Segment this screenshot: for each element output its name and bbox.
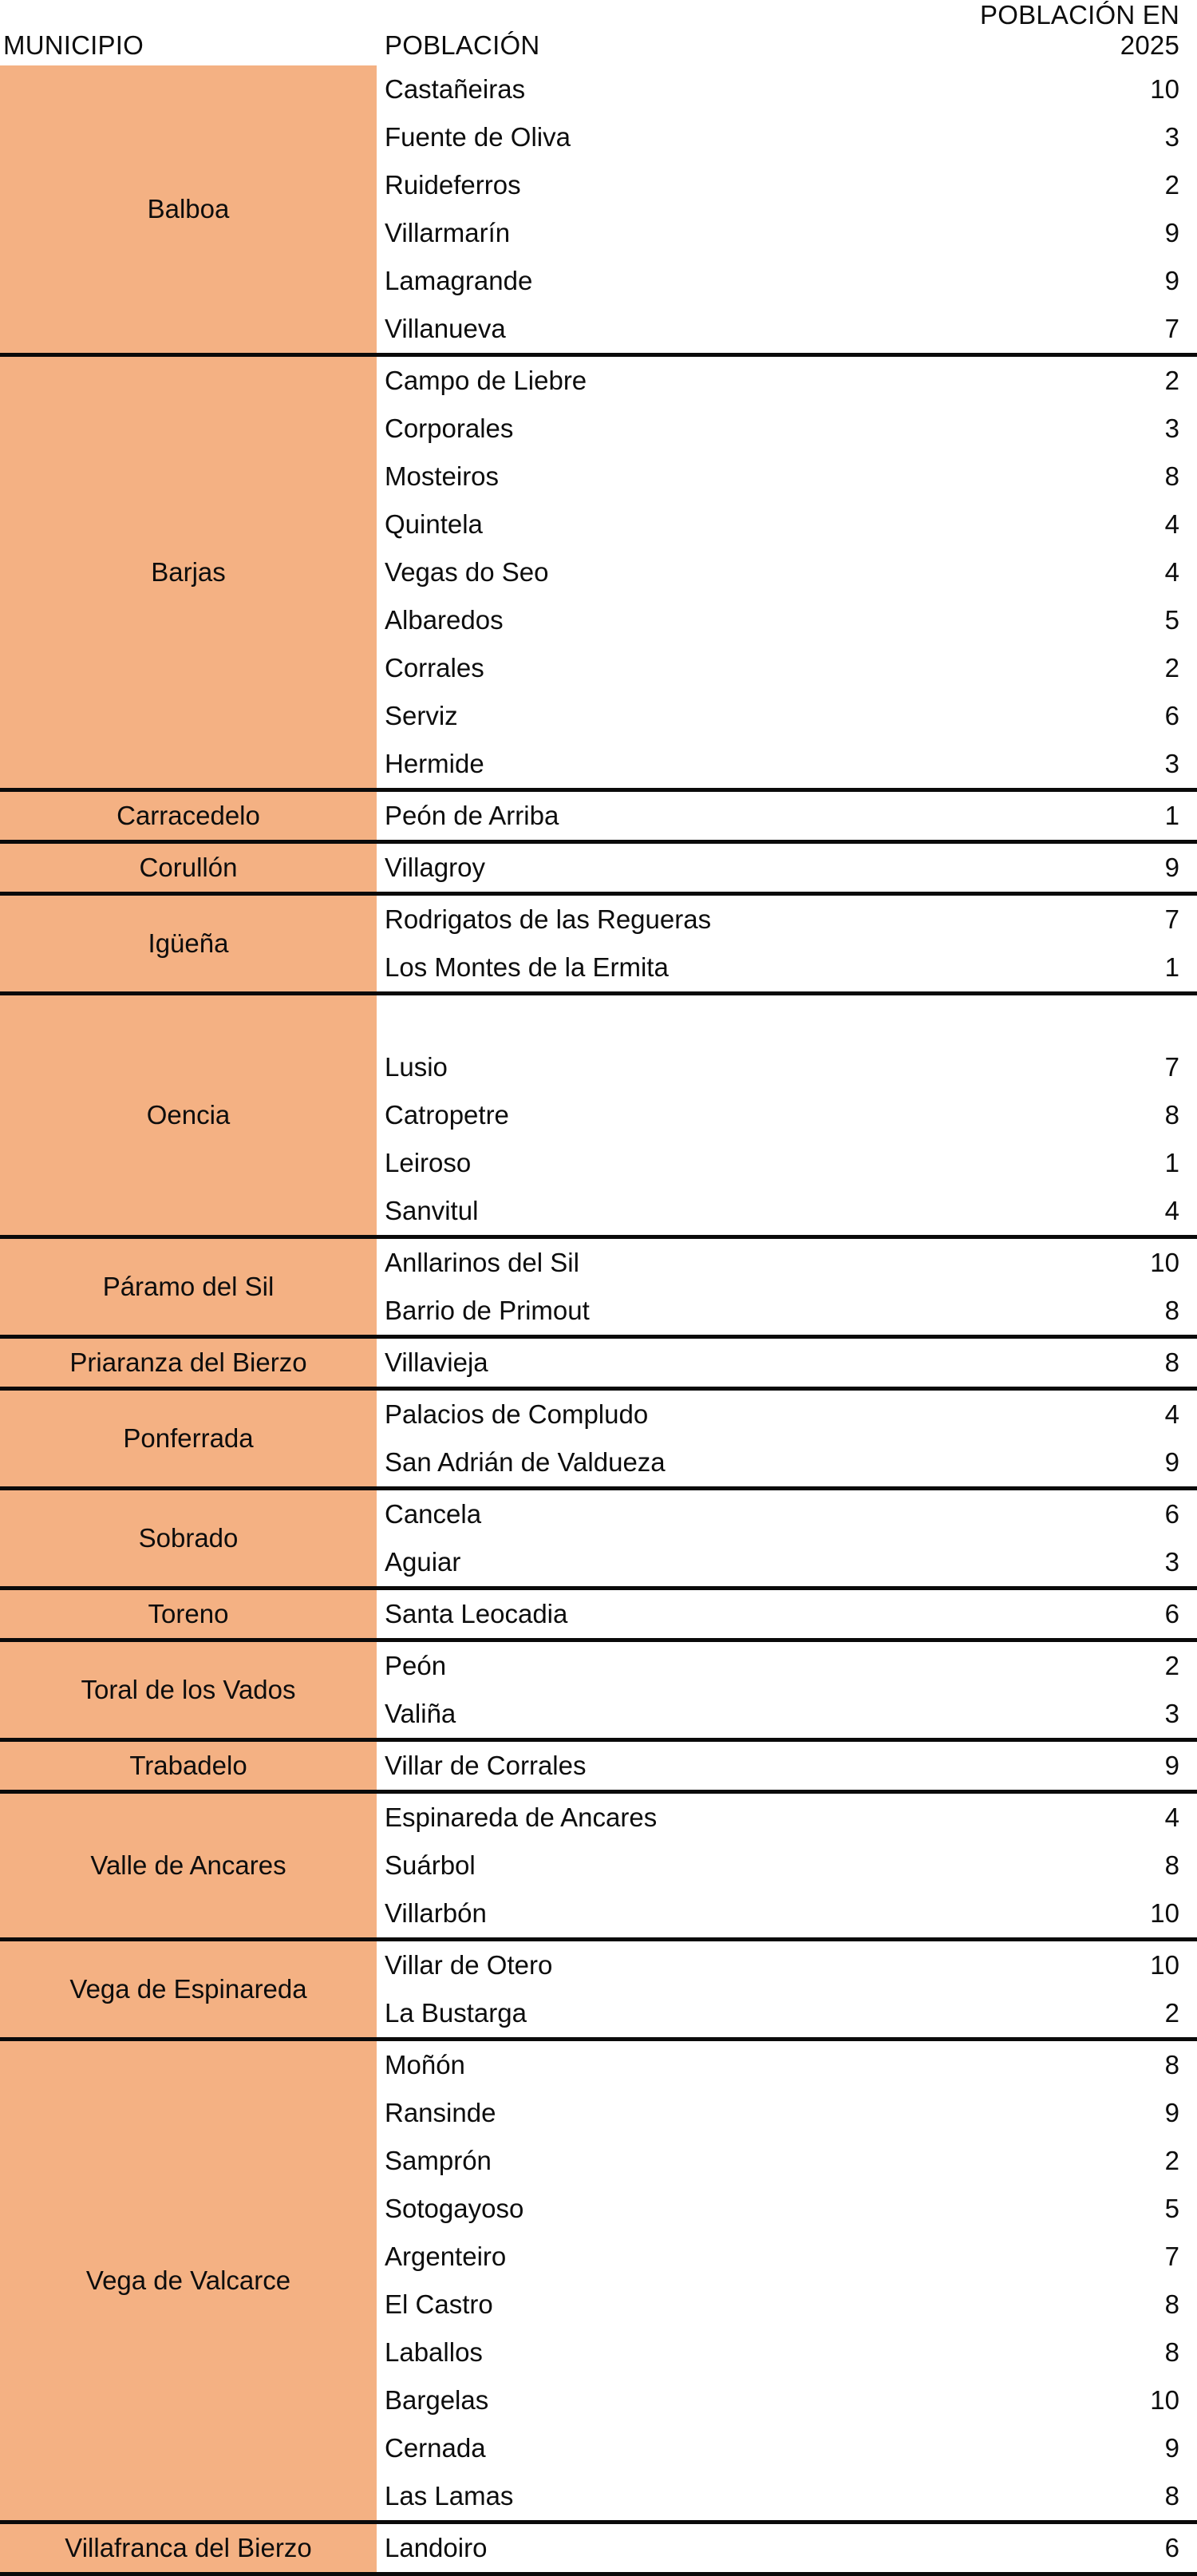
poblacion-cell: Serviz bbox=[385, 701, 458, 730]
poblacion-2025-cell: 8 bbox=[1164, 1100, 1179, 1130]
municipio-cell: Vega de Espinareda bbox=[0, 1940, 377, 2040]
poblacion-cell: Suárbol bbox=[385, 1850, 476, 1880]
poblacion-cell: Bargelas bbox=[385, 2385, 489, 2415]
poblacion-cell: Palacios de Compludo bbox=[385, 1399, 649, 1429]
table-row bbox=[0, 1489, 1197, 1539]
table-header bbox=[0, 0, 1197, 65]
municipio-cell: Ponferrada bbox=[0, 1389, 377, 1489]
poblacion-2025-cell: 9 bbox=[1164, 2098, 1179, 2127]
poblacion-2025-cell: 3 bbox=[1164, 122, 1179, 152]
poblacion-2025-cell: 9 bbox=[935, 1438, 1197, 1489]
table-row bbox=[0, 994, 1197, 1044]
poblacion-2025-cell: 9 bbox=[935, 1740, 1197, 1792]
poblacion-2025-cell: 8 bbox=[1164, 1850, 1179, 1880]
poblacion-cell: Villavieja bbox=[377, 1337, 935, 1389]
poblacion-2025-cell: 10 bbox=[1150, 74, 1179, 104]
column-header-municipio: MUNICIPIO bbox=[3, 30, 144, 60]
poblacion-cell: Hermide bbox=[377, 740, 935, 790]
poblacion-cell: Sotogayoso bbox=[385, 2194, 524, 2223]
poblacion-2025-cell: 8 bbox=[1164, 2289, 1179, 2319]
poblacion-2025-cell: 3 bbox=[935, 1690, 1197, 1740]
table-row bbox=[0, 1389, 1197, 1439]
poblacion-cell: Espinareda de Ancares bbox=[385, 1802, 658, 1832]
municipio-cell: Trabadelo bbox=[0, 1740, 377, 1792]
poblacion-2025-cell: 10 bbox=[1150, 1248, 1179, 1277]
poblacion-2025-cell: 4 bbox=[1164, 557, 1179, 587]
poblacion-2025-cell: 8 bbox=[1164, 2050, 1179, 2079]
poblacion-cell: Castañeiras bbox=[385, 74, 526, 104]
municipio-cell: Oencia bbox=[0, 994, 377, 1237]
poblacion-2025-cell: 8 bbox=[935, 1337, 1197, 1389]
column-header-poblacion-2025: POBLACIÓN EN 2025 bbox=[980, 0, 1179, 60]
poblacion-cell: Corporales bbox=[385, 414, 514, 443]
poblacion-cell: Lusio bbox=[385, 1052, 448, 1082]
poblacion-cell: Corrales bbox=[385, 653, 484, 683]
poblacion-2025-cell: 7 bbox=[1164, 2242, 1179, 2271]
poblacion-cell: Barrio de Primout bbox=[377, 1287, 935, 1337]
poblacion-2025-cell: 1 bbox=[1164, 1148, 1179, 1177]
poblacion-2025-cell: 9 bbox=[1164, 2433, 1179, 2463]
poblacion-cell: Catropetre bbox=[385, 1100, 509, 1130]
poblacion-cell: Villarmarín bbox=[385, 218, 511, 247]
poblacion-cell: La Bustarga bbox=[377, 1989, 935, 2040]
poblacion-cell: Moñón bbox=[385, 2050, 465, 2079]
poblacion-2025-cell: 7 bbox=[1164, 904, 1179, 934]
table-row bbox=[0, 355, 1197, 406]
municipio-cell: Valle de Ancares bbox=[0, 1792, 377, 1940]
table-body bbox=[0, 65, 1197, 2574]
poblacion-2025-cell: 2 bbox=[1164, 653, 1179, 683]
poblacion-cell: Peón de Arriba bbox=[377, 790, 935, 842]
poblacion-2025-cell: 2 bbox=[1164, 366, 1179, 395]
poblacion-cell: Villanueva bbox=[377, 305, 935, 355]
poblacion-2025-cell: 2 bbox=[1164, 2146, 1179, 2175]
poblacion-2025-cell: 3 bbox=[1164, 414, 1179, 443]
poblacion-cell: Peón bbox=[385, 1651, 447, 1680]
poblacion-cell-empty bbox=[377, 994, 935, 1044]
poblacion-cell: Quintela bbox=[385, 509, 483, 539]
poblacion-cell: Fuente de Oliva bbox=[385, 122, 571, 152]
poblacion-cell: Villarbón bbox=[377, 1889, 935, 1940]
poblacion-2025-cell: 9 bbox=[935, 842, 1197, 894]
poblacion-cell: Samprón bbox=[385, 2146, 492, 2175]
poblacion-cell: Mosteiros bbox=[385, 461, 500, 491]
municipio-cell: Sobrado bbox=[0, 1489, 377, 1589]
poblacion-cell: Argenteiro bbox=[385, 2242, 507, 2271]
table-row bbox=[0, 1337, 1197, 1389]
municipio-cell: Priaranza del Bierzo bbox=[0, 1337, 377, 1389]
poblacion-2025-cell: 10 bbox=[1150, 2385, 1179, 2415]
poblacion-cell: Villar de Otero bbox=[385, 1950, 553, 1980]
municipio-cell: Toral de los Vados bbox=[0, 1640, 377, 1740]
poblacion-2025-cell: 10 bbox=[1150, 1950, 1179, 1980]
poblacion-cell: Santa Leocadia bbox=[377, 1589, 935, 1640]
poblacion-cell: Valiña bbox=[377, 1690, 935, 1740]
municipio-cell: Toreno bbox=[0, 1589, 377, 1640]
poblacion-cell: Campo de Liebre bbox=[385, 366, 587, 395]
poblacion-cell: El Castro bbox=[385, 2289, 493, 2319]
municipio-cell: Carracedelo bbox=[0, 790, 377, 842]
poblacion-2025-cell: 4 bbox=[935, 1187, 1197, 1237]
poblacion-2025-cell: 8 bbox=[935, 2472, 1197, 2523]
poblacion-2025-cell: 9 bbox=[1164, 266, 1179, 295]
poblacion-2025-cell: 7 bbox=[1164, 1052, 1179, 1082]
poblacion-cell: Los Montes de la Ermita bbox=[377, 944, 935, 994]
poblacion-2025-cell: 3 bbox=[935, 740, 1197, 790]
table-row bbox=[0, 1640, 1197, 1691]
poblacion-cell: Las Lamas bbox=[377, 2472, 935, 2523]
column-header-poblacion: POBLACIÓN bbox=[385, 30, 540, 60]
poblacion-2025-cell: 1 bbox=[935, 790, 1197, 842]
poblacion-cell: Cernada bbox=[385, 2433, 486, 2463]
municipio-cell: Igüeña bbox=[0, 894, 377, 994]
poblacion-cell: Cancela bbox=[385, 1499, 482, 1529]
poblacion-2025-cell: 7 bbox=[935, 305, 1197, 355]
poblacion-2025-cell: 5 bbox=[1164, 2194, 1179, 2223]
poblacion-2025-cell: 4 bbox=[1164, 509, 1179, 539]
poblacion-cell: Ruideferros bbox=[385, 170, 521, 200]
table-row bbox=[0, 1237, 1197, 1288]
header-row bbox=[0, 0, 1197, 65]
municipio-cell: Páramo del Sil bbox=[0, 1237, 377, 1337]
poblacion-2025-cell-empty bbox=[935, 994, 1197, 1044]
poblacion-2025-cell: 8 bbox=[1164, 461, 1179, 491]
poblacion-cell: Aguiar bbox=[377, 1538, 935, 1589]
poblacion-2025-cell: 2 bbox=[935, 1989, 1197, 2040]
poblacion-cell: Laballos bbox=[385, 2337, 483, 2367]
poblacion-2025-cell: 3 bbox=[935, 1538, 1197, 1589]
poblacion-2025-cell: 2 bbox=[1164, 1651, 1179, 1680]
poblacion-2025-cell: 1 bbox=[935, 944, 1197, 994]
poblacion-cell: Rodrigatos de las Regueras bbox=[385, 904, 712, 934]
poblacion-cell: Sanvitul bbox=[377, 1187, 935, 1237]
poblacion-2025-cell: 6 bbox=[935, 1589, 1197, 1640]
poblacion-cell: San Adrián de Valdueza bbox=[377, 1438, 935, 1489]
poblacion-2025-cell: 6 bbox=[1164, 701, 1179, 730]
municipio-cell: Villafranca del Bierzo bbox=[0, 2523, 377, 2574]
table-row bbox=[0, 65, 1197, 113]
municipio-cell: Vega de Valcarce bbox=[0, 2040, 377, 2523]
poblacion-2025-cell: 10 bbox=[935, 1889, 1197, 1940]
poblacion-cell: Landoiro bbox=[377, 2523, 935, 2574]
table-row bbox=[0, 1740, 1197, 1792]
poblacion-2025-cell: 8 bbox=[935, 1287, 1197, 1337]
poblacion-cell: Lamagrande bbox=[385, 266, 533, 295]
poblacion-2025-cell: 5 bbox=[1164, 605, 1179, 635]
table-row bbox=[0, 2523, 1197, 2574]
table-row bbox=[0, 842, 1197, 894]
poblacion-cell: Ransinde bbox=[385, 2098, 496, 2127]
poblacion-2025-cell: 6 bbox=[1164, 1499, 1179, 1529]
table-row bbox=[0, 790, 1197, 842]
poblacion-2025-cell: 9 bbox=[1164, 218, 1179, 247]
municipio-cell: Balboa bbox=[0, 65, 377, 355]
poblacion-2025-cell: 4 bbox=[1164, 1802, 1179, 1832]
poblacion-2025-cell: 6 bbox=[935, 2523, 1197, 2574]
table-row bbox=[0, 1589, 1197, 1640]
municipio-cell: Corullón bbox=[0, 842, 377, 894]
table-row bbox=[0, 2040, 1197, 2090]
municipio-cell: Barjas bbox=[0, 355, 377, 790]
poblacion-2025-cell: 8 bbox=[1164, 2337, 1179, 2367]
poblacion-2025-cell: 2 bbox=[1164, 170, 1179, 200]
poblacion-2025-cell: 4 bbox=[1164, 1399, 1179, 1429]
table-row bbox=[0, 1940, 1197, 1990]
poblacion-cell: Anllarinos del Sil bbox=[385, 1248, 579, 1277]
poblacion-cell: Leiroso bbox=[385, 1148, 472, 1177]
table-row bbox=[0, 1792, 1197, 1842]
table-row bbox=[0, 894, 1197, 944]
poblacion-cell: Villagroy bbox=[377, 842, 935, 894]
poblacion-cell: Vegas do Seo bbox=[385, 557, 549, 587]
poblacion-cell: Albaredos bbox=[385, 605, 504, 635]
poblacion-cell: Villar de Corrales bbox=[377, 1740, 935, 1792]
